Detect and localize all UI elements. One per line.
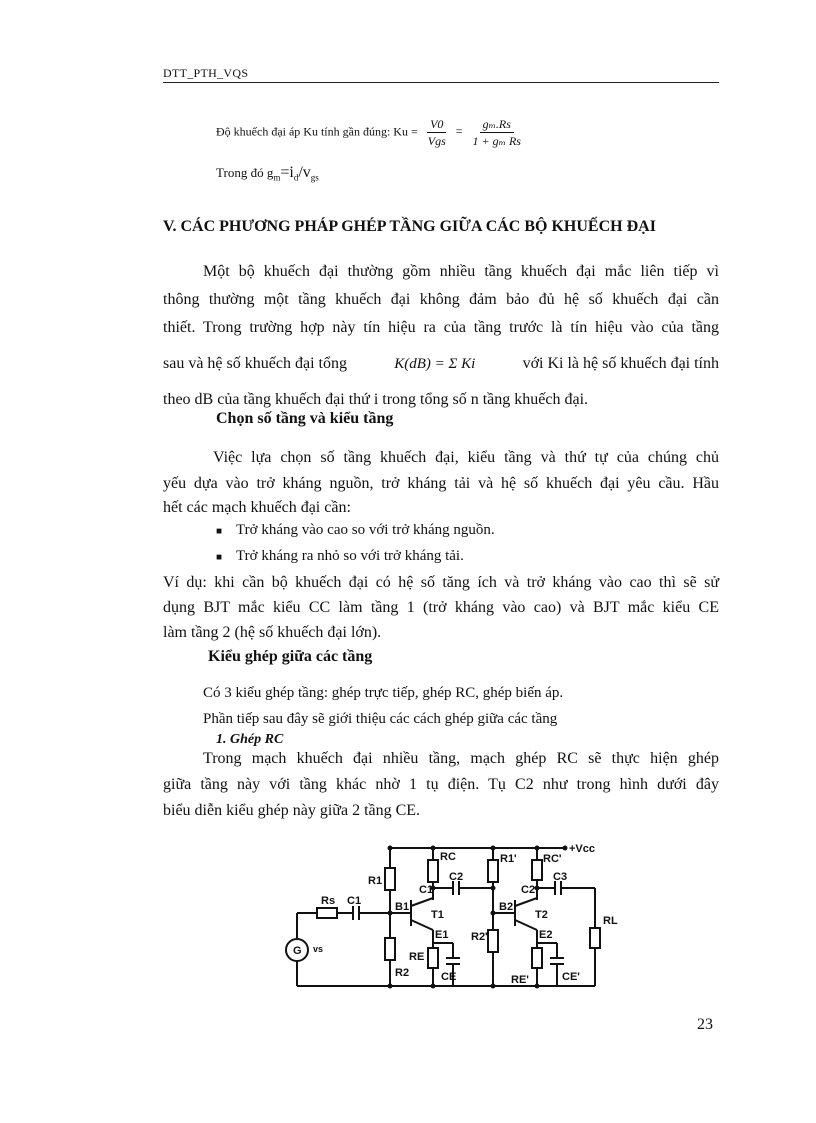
gm-sub-gs: gs (310, 172, 319, 183)
gm-definition (216, 164, 319, 183)
label-c2b: C2 (521, 884, 536, 896)
sum-formula: K(dB) = Σ Ki (394, 356, 476, 372)
label-b1: B1 (395, 901, 410, 913)
paragraph-3 (163, 746, 719, 824)
example-line1: Ví dụ: khi cần bộ khuếch đại có hệ số tăng ích và trở kháng vào cao thì sẽ sử (163, 574, 719, 591)
bullet-item: ■ Trở kháng vào cao so với trở kháng nguồn. (216, 522, 495, 538)
label-r2: R2 (395, 967, 410, 979)
para1-line4-b: với Ki là hệ số khuếch đại tính (522, 355, 719, 372)
label-re: RE (409, 951, 425, 963)
gm-lead: Trong đó g (216, 165, 274, 180)
label-t1: T1 (431, 909, 444, 921)
label-rs: Rs (321, 895, 336, 907)
example-line3: làm tầng 2 (hệ số khuếch đại lớn). (163, 624, 382, 641)
para1-line2: thông thường một tầng khuếch đại không đảm bảo đủ hệ số khuếch đại cần (163, 291, 719, 308)
para1-line1: Một bộ khuếch đại thường gồm nhiều tầng khuếch đại mắc liên tiếp vì (203, 263, 719, 280)
ku-frac-1-num: V0 (427, 116, 446, 133)
label-r1p: R1' (500, 853, 517, 865)
label-r1: R1 (368, 875, 383, 887)
example-paragraph (163, 570, 719, 645)
subheading-choose-stages: Chọn số tầng và kiểu tầng (216, 410, 394, 427)
subheading-rc: 1. Ghép RC (216, 732, 284, 747)
bullet-item: ■ Trở kháng ra nhỏ so với trở kháng tải. (216, 548, 464, 564)
label-e2: E2 (539, 929, 553, 941)
label-rep: RE' (511, 974, 529, 986)
header-rule (163, 82, 719, 83)
para2-line3: hết các mạch khuếch đại cần: (163, 499, 351, 516)
label-cep: CE' (562, 971, 580, 983)
paragraph-1 (163, 258, 719, 414)
coupling-paragraph (203, 680, 563, 732)
ku-formula: Độ khuếch đại áp Ku tính gần đúng: Ku = $\frac{V0}{\text{Vgs}}$ = $\frac{\text{gₘ.Rs}}{\text{1 + gₘ Rs}}$ (216, 116, 524, 149)
label-t2: T2 (535, 909, 548, 921)
example-line2: dụng BJT mắc kiểu CC làm tầng 1 (trở kháng vào cao) và BJT mắc kiểu CE (163, 599, 719, 616)
para3-line2: giữa tầng này với tầng khác nhờ 1 tụ điện. Tụ C2 như trong hình dưới đây (163, 776, 719, 793)
label-vcc: +Vcc (569, 843, 595, 855)
gm-sub-d: d (293, 172, 299, 183)
para1-line4 (163, 342, 719, 386)
label-vs: vs (313, 944, 324, 954)
paragraph-2 (163, 444, 719, 520)
gm-eq: =i (280, 164, 294, 181)
label-c1b: C1 (347, 895, 362, 907)
label-b2: B2 (499, 901, 514, 913)
label-e1: E1 (435, 929, 449, 941)
label-rl: RL (603, 915, 618, 927)
label-r2p: R2' (471, 931, 488, 943)
ku-frac-2-num: gₘ.Rs (480, 116, 514, 133)
bullet-text: Trở kháng ra nhỏ so với trở kháng tải. (236, 548, 464, 564)
bullet-text: Trở kháng vào cao so với trở kháng nguồn. (236, 522, 495, 538)
label-g: G (293, 945, 302, 957)
label-c2a: C2 (449, 871, 464, 883)
para3-line3: biểu diễn kiểu ghép này giữa 2 tầng CE. (163, 802, 421, 819)
running-header: DTT_PTH_VQS (163, 66, 249, 80)
page-number: 23 (697, 1016, 713, 1033)
coupling-line1: Có 3 kiểu ghép tầng: ghép trực tiếp, ghép RC, ghép biến áp. (203, 685, 564, 701)
para3-line1: Trong mạch khuếch đại nhiều tầng, mạch ghép RC sẽ thực hiện ghép (203, 750, 719, 767)
label-rcp: RC' (543, 853, 562, 865)
para1-line5: theo dB của tầng khuếch đại thứ i trong tổng số n tầng khuếch đại. (163, 391, 589, 408)
gm-sub-m: m (273, 172, 281, 183)
section-heading: V. CÁC PHƯƠNG PHÁP GHÉP TẦNG GIỮA CÁC BỘ KHUẾCH ĐẠI (163, 218, 656, 235)
ku-frac-2 (470, 116, 524, 149)
bullet-list (216, 522, 495, 574)
ku-frac-1-den: Vgs (427, 134, 446, 148)
ku-frac-2-den: 1 + gₘ Rs (472, 134, 521, 148)
subheading-coupling: Kiểu ghép giữa các tầng (208, 648, 373, 665)
para2-line2: yếu dựa vào trở kháng nguồn, trở kháng tải và hệ số khuếch đại yêu cầu. Hầu (163, 475, 719, 492)
para1-line4-a: sau và hệ số khuếch đại tổng (163, 355, 347, 372)
coupling-line2: Phần tiếp sau đây sẽ giới thiệu các cách ghép giữa các tầng (203, 711, 558, 727)
label-rc: RC (440, 851, 456, 863)
label-ce: CE (441, 971, 457, 983)
gm-slash: /v (298, 164, 311, 181)
rc-coupling-circuit (285, 838, 630, 998)
para2-line1: Việc lựa chọn số tầng khuếch đại, kiểu tầng và thứ tự của chúng chủ (213, 449, 719, 466)
ku-frac-1 (425, 116, 449, 149)
label-c1a: C1 (419, 884, 434, 896)
label-c3: C3 (553, 871, 568, 883)
ku-lead: Độ khuếch đại áp Ku tính gần đúng: Ku = (216, 124, 418, 139)
para1-line3: thiết. Trong trường hợp này tín hiệu ra của tầng trước là tín hiệu vào của tầng (163, 319, 719, 336)
